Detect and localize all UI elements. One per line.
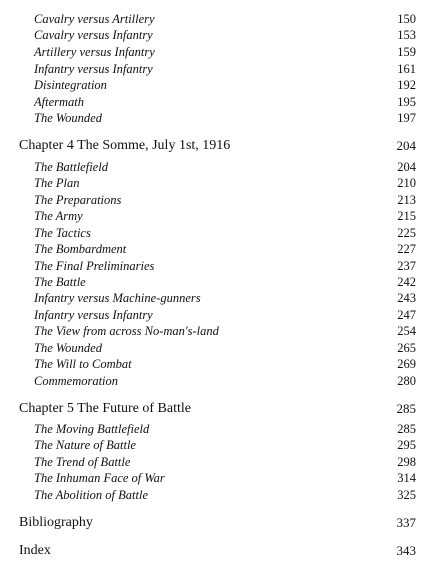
index-heading [0,543,446,559]
toc-entry-page: 280 [397,374,416,388]
toc-entry [0,94,446,110]
toc-entry [0,437,446,453]
toc-entry-label: The Will to Combat [34,357,132,371]
toc-entry-label: Cavalry versus Infantry [34,28,153,42]
toc-entry-label: Infantry versus Infantry [34,308,153,322]
toc-entry-label: The Moving Battlefield [34,422,150,436]
toc-entry-label: The Inhuman Face of War [34,471,165,485]
toc-entry-label: The Preparations [34,193,122,207]
toc-entry-page: 210 [397,176,416,190]
toc-entry [0,241,446,257]
toc-entry [0,487,446,503]
toc-entry [0,225,446,241]
chapter-page: 204 [396,138,416,153]
toc-entry-label: The View from across No-man's-land [34,324,219,338]
toc-entry-page: 269 [397,357,416,371]
toc-entry-page: 247 [397,308,416,322]
toc-entry [0,110,446,126]
toc-entry-page: 159 [397,45,416,59]
chapter-title: Chapter 4 The Somme, July 1st, 1916 [19,138,231,153]
toc-entry [0,61,446,77]
bibliography-heading [0,515,446,531]
bibliography-title: Bibliography [19,515,93,530]
toc-entry [0,470,446,486]
toc-entry-page: 192 [397,78,416,92]
toc-entry [0,258,446,274]
toc-entry [0,77,446,93]
toc-entry [0,192,446,208]
toc-entry-label: The Army [34,209,83,223]
toc-entry [0,356,446,372]
toc-entry [0,175,446,191]
toc-entry-label: Infantry versus Machine-gunners [34,291,201,305]
toc-entry-page: 295 [397,438,416,452]
toc-entry-label: The Wounded [34,341,102,355]
toc-entry-label: Disintegration [34,78,107,92]
toc-entry [0,159,446,175]
toc-entry-page: 242 [397,275,416,289]
toc-entry-page: 254 [397,324,416,338]
toc-entry-label: Cavalry versus Artillery [34,12,155,26]
index-page: 343 [396,543,416,558]
chapter-page: 285 [396,401,416,416]
toc-entry-label: The Tactics [34,226,91,240]
toc-entry [0,290,446,306]
chapter-heading [0,401,446,417]
toc-entry [0,373,446,389]
toc-entry-page: 204 [397,160,416,174]
toc-entry-label: The Abolition of Battle [34,488,149,502]
toc-entry-page: 225 [397,226,416,240]
toc-entry-page: 298 [397,455,416,469]
toc-entry-page: 153 [397,28,416,42]
toc-entry [0,421,446,437]
toc-entry-page: 213 [397,193,416,207]
toc-entry [0,274,446,290]
toc-entry-page: 195 [397,95,416,109]
toc-entry-page: 150 [397,12,416,26]
toc-entry-page: 237 [397,259,416,273]
toc-entry-page: 243 [397,291,416,305]
bibliography-page: 337 [396,515,416,530]
toc-entry-page: 215 [397,209,416,223]
toc-entry-label: The Trend of Battle [34,455,131,469]
toc-entry-page: 265 [397,341,416,355]
toc-entry [0,454,446,470]
toc-entry-page: 314 [397,471,416,485]
toc-entry-label: The Bombardment [34,242,127,256]
toc-entry [0,44,446,60]
toc-entry [0,307,446,323]
toc-entry-label: The Battlefield [34,160,108,174]
toc-entry-page: 161 [397,62,416,76]
toc-entry-page: 197 [397,111,416,125]
toc-entry [0,323,446,339]
chapter-title: Chapter 5 The Future of Battle [19,401,191,416]
toc-entry-label: Aftermath [34,95,84,109]
toc-entry [0,208,446,224]
toc-entry-label: Commemoration [34,374,119,388]
toc-entry-label: Artillery versus Infantry [34,45,155,59]
toc-entry-page: 285 [397,422,416,436]
chapter-heading [0,138,446,154]
toc-entry-label: The Nature of Battle [34,438,136,452]
toc-entry-label: The Wounded [34,111,102,125]
toc-entry-page: 227 [397,242,416,256]
toc-entry [0,11,446,27]
toc-entry [0,340,446,356]
index-title: Index [19,543,51,558]
toc-entry-label: Infantry versus Infantry [34,62,153,76]
toc-entry-page: 325 [397,488,416,502]
toc-entry-label: The Plan [34,176,80,190]
toc-entry-label: The Battle [34,275,86,289]
toc-entry-label: The Final Preliminaries [34,259,155,273]
toc-entry [0,27,446,43]
